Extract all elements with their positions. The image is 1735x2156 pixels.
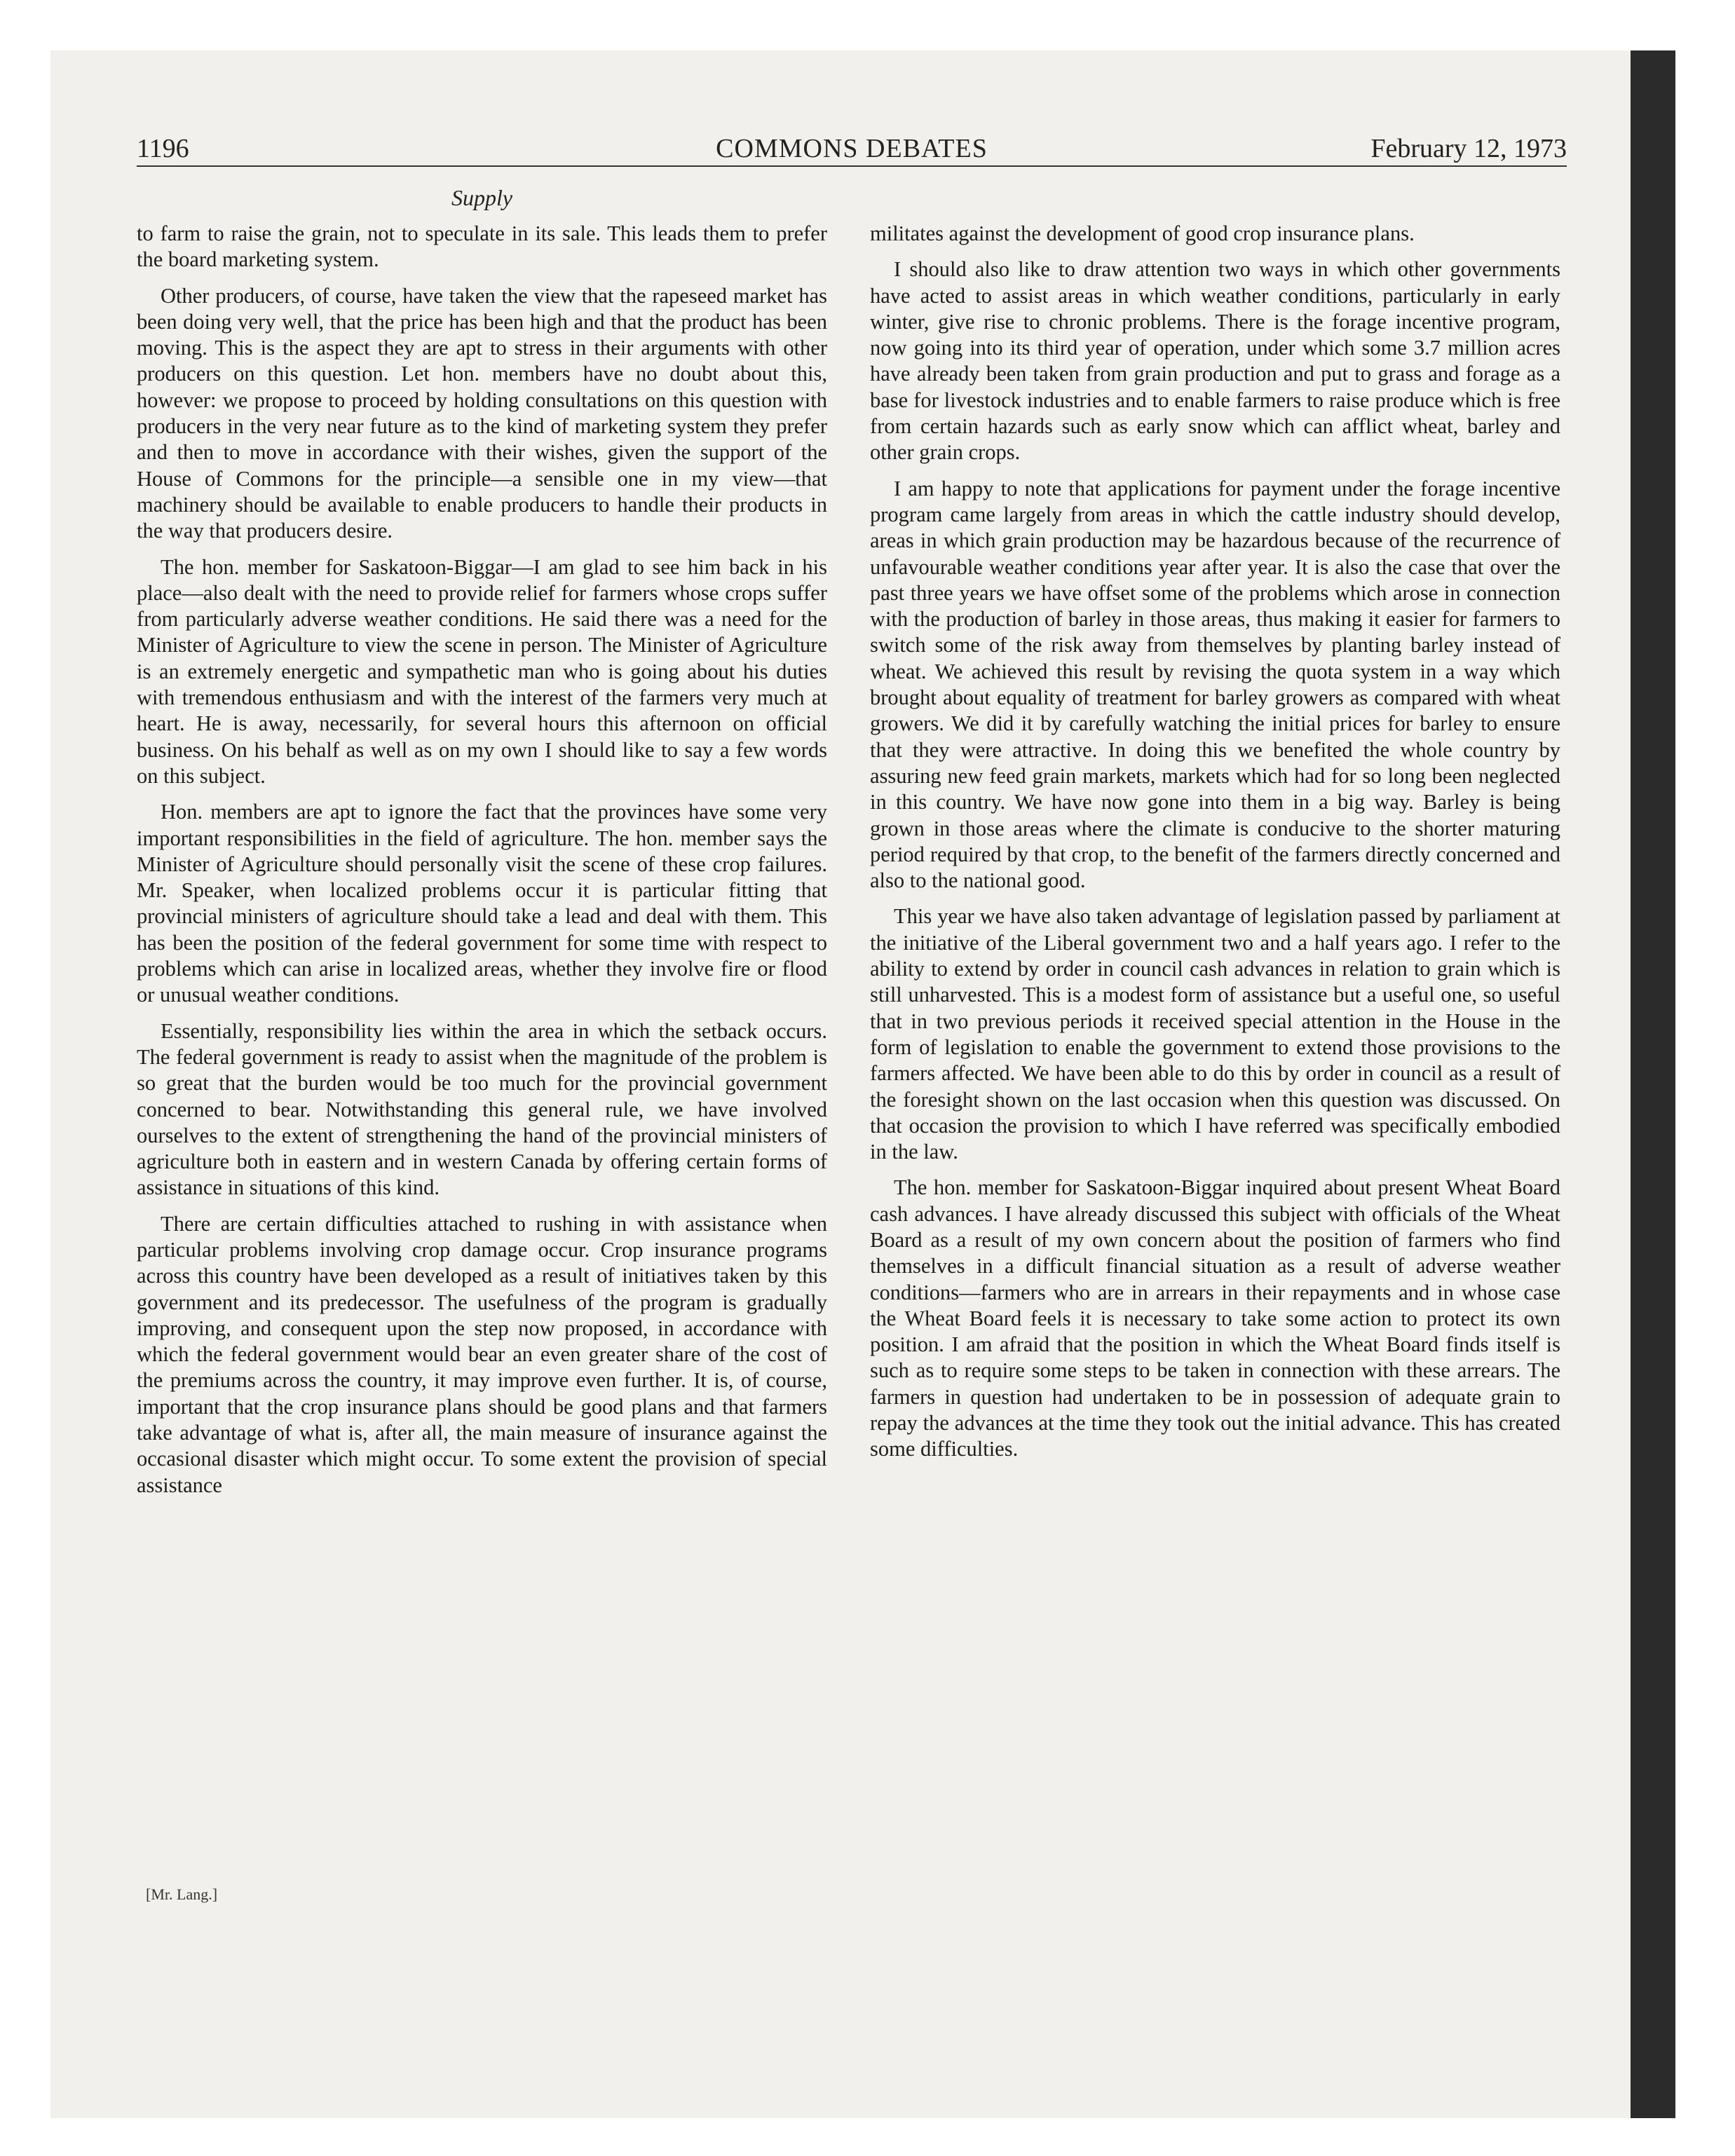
right-column [870,221,1560,1473]
issue-date: February 12, 1973 [1370,134,1567,163]
paragraph: Hon. members are apt to ignore the fact that the provinces have some very important responsibilities in the field of agriculture. The hon. member says the Minister of Agriculture should personally visit the scene of these crop failures. Mr. Speaker, when localized problems occur it is particular fitting that provincial ministers of agriculture should take a lead and deal with them. This has been the position of the federal government for some time with respect to problems which can arise in localized areas, whether they involve fire or flood or unusual weather conditions. [137,800,827,1007]
paragraph: Essentially, responsibility lies within the area in which the setback occurs. The federal government is ready to assist when the magnitude of the problem is so great that the burden would be too much for the provincial government concerned to bear. Notwithstanding this general rule, we have involved ourselves to the extent of strengthening the hand of the provincial ministers of agriculture both in eastern and in western Canada by offering certain forms of assistance in situations of this kind. [137,1018,827,1200]
page-header [137,133,1567,168]
scan-edge-shadow [1631,50,1675,2118]
left-column [137,221,827,1508]
section-label: Supply [451,185,513,210]
speaker-footnote: [Mr. Lang.] [146,1885,218,1903]
paragraph: The hon. member for Saskatoon-Biggar inquired about present Wheat Board cash advances. I have already discussed this subject with officials of the Wheat Board as a result of my own concern about the position of farmers who find themselves in a difficult financial situation as a result of adverse weather conditions—farmers who are in arrears in their repayments and in whose case the Wheat Board feels it is necessary to take some action to protect its own position. I am afraid that the position in which the Wheat Board finds itself is such as to require some steps to be taken in connection with these arrears. The farmers in question had undertaken to be in possession of adequate grain to repay the advances at the time they took out the initial advance. This has created some difficulties. [870,1175,1560,1461]
paragraph: I should also like to draw attention two ways in which other governments have acted to assist areas in which weather conditions, particularly in early winter, give rise to chronic problems. There is the forage incentive program, now going into its third year of operation, under which some 3.7 million acres have already been taken from grain production and put to grass and forage as a base for livestock industries and to enable farmers to raise produce which is free from certain hazards such as early snow which can afflict wheat, barley and other grain crops. [870,257,1560,465]
paragraph: This year we have also taken advantage of legislation passed by parliament at the initiative of the Liberal government two and a half years ago. I refer to the ability to extend by order in council cash advances in relation to grain which is still unharvested. This is a modest form of assistance but a useful one, so useful that in two previous periods it received special attention in the House in the form of legislation to enable the government to extend those provisions to the farmers affected. We have been able to do this by order in council as a result of the foresight shown on the last occasion when this question was discussed. On that occasion the provision to which I have referred was specifically embodied in the law. [870,904,1560,1164]
paragraph: There are certain difficulties attached to rushing in with assistance when particular problems involving crop damage occur. Crop insurance programs across this country have been developed as a result of initiatives taken by this government and its predecessor. The usefulness of the program is gradually improving, and consequent upon the step now proposed, in accordance with which the federal government would bear an even greater share of the cost of the premiums across the country, it may improve even further. It is, of course, important that the crop insurance plans should be good plans and that farmers take advantage of what is, after all, the main measure of insurance against the occasional disaster which might occur. To some extent the provision of special assistance [137,1211,827,1497]
paragraph: I am happy to note that applications for payment under the forage incentive program came largely from areas in which the cattle industry should develop, areas in which grain production may be hazardous because of the recurrence of unfavourable weather conditions year after year. It is also the case that over the past three years we have offset some of the problems which arose in connection with the production of barley in those areas, thus making it easier for farmers to switch some of the risk away from themselves by planting barley instead of wheat. We achieved this result by revising the quota system in a way which brought about equality of treatment for barley growers as compared with wheat growers. We did it by carefully watching the initial prices for barley to ensure that they were attractive. In doing this we benefited the whole country by assuring new feed grain markets, markets which had for so long been neglected in this country. We have now gone into them in a big way. Barley is being grown in those areas where the climate is conducive to the shorter maturing period required by that crop, to the benefit of the farmers directly concerned and also to the national good. [870,476,1560,893]
paragraph: to farm to raise the grain, not to speculate in its sale. This leads them to prefer the board marketing system. [137,221,827,272]
paragraph: Other producers, of course, have taken the view that the rapeseed market has been doing very well, that the price has been high and that the product has been moving. This is the aspect they are apt to stress in their arguments with other producers on this question. Let hon. members have no doubt about this, however: we propose to proceed by holding consultations on this question with producers in the very near future as to the kind of marketing system they prefer and then to move in accordance with their wishes, given the support of the House of Commons for the principle—a sensible one in my view—that machinery should be available to enable producers to handle their products in the way that producers desire. [137,283,827,543]
journal-title: COMMONS DEBATES [716,134,988,163]
header-rule [137,165,1567,167]
paragraph: The hon. member for Saskatoon-Biggar—I am glad to see him back in his place—also dealt with the need to provide relief for farmers whose crops suffer from particularly adverse weather conditions. He said there was a need for the Minister of Agriculture to view the scene in person. The Minister of Agriculture is an extremely energetic and sympathetic man who is going about his duties with tremendous enthusiasm and with the interest of the farmers very much at heart. He is away, necessarily, for several hours this afternoon on official business. On his behalf as well as on my own I should like to say a few words on this subject. [137,554,827,788]
paragraph: militates against the development of good crop insurance plans. [870,221,1415,245]
page-number: 1196 [137,134,189,163]
